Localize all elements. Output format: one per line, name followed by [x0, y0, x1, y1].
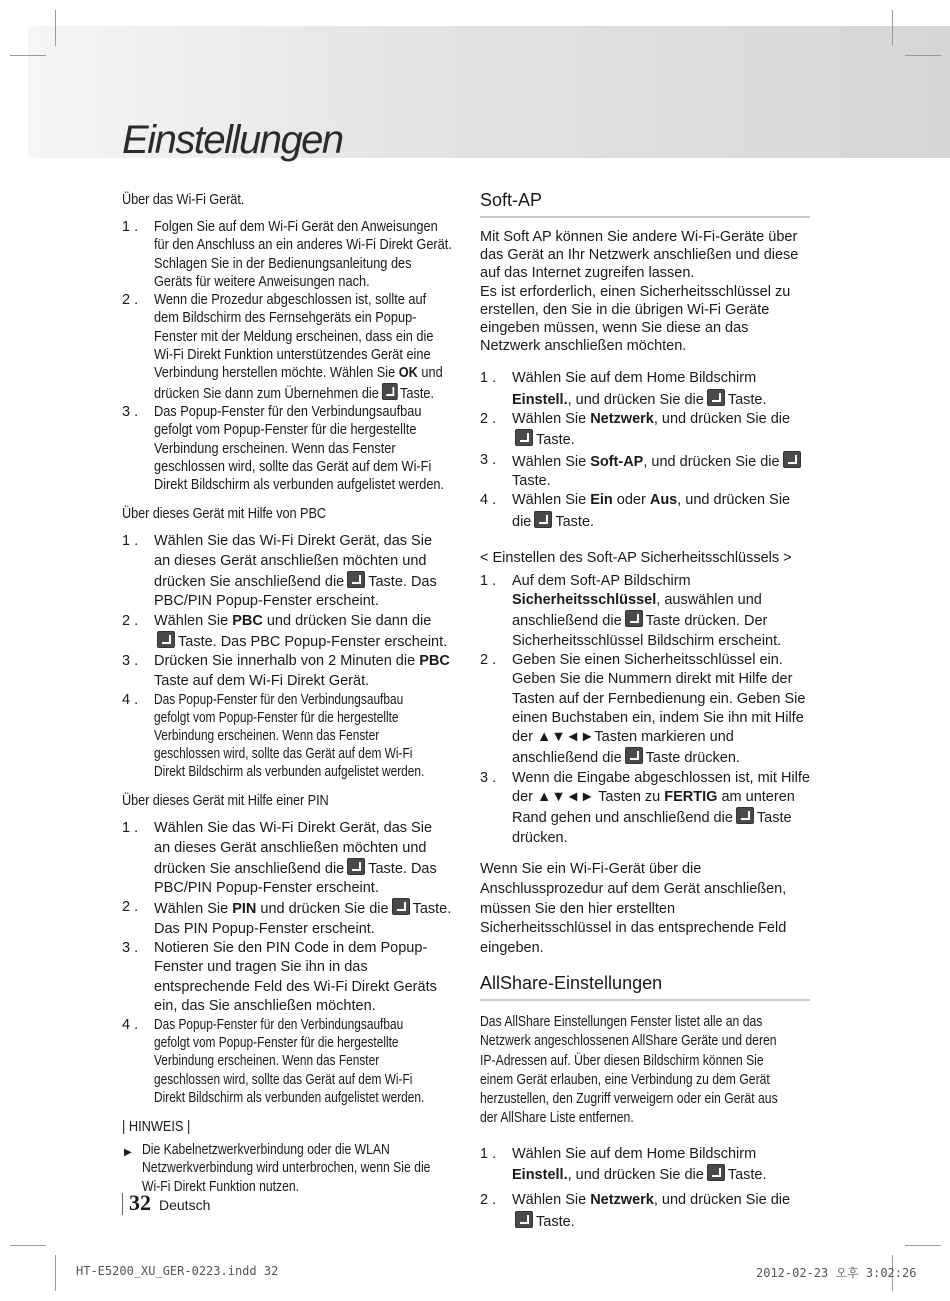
footer-language: Deutsch [159, 1197, 211, 1213]
enter-icon [515, 1211, 533, 1228]
triangle-bullet-icon: ▶ [124, 1146, 132, 1158]
allshare-heading: AllShare-Einstellungen [480, 973, 810, 1001]
pin-heading: Über dieses Gerät mit Hilfe einer PIN [122, 793, 329, 810]
wifi-device-heading: Über das Wi-Fi Gerät. [122, 192, 245, 208]
pin-steps-cont [122, 1016, 452, 1106]
enter-icon [783, 451, 801, 468]
crop-mark [10, 55, 46, 56]
page-footer [122, 1190, 210, 1216]
note-item: ▶ Die Kabelnetzwerkverbindung oder die WLAN Netzwerkverbindung wird unterbrochen, wenn Sie die Wi-Fi Direkt Funktion nutzen. [124, 1141, 431, 1195]
allshare-intro: Das AllShare Einstellungen Fenster listet alle an das Netzwerk angeschlossenen AllShare Geräte und deren IP-Adressen auf. Über diesen Bildschirm können Sie einem Gerät erlauben, eine Verbindung zu dem Gerät herzustellen, den Zugriff verweigern oder ein Gerät aus der AllShare Liste entfernen. [480, 1013, 778, 1127]
list-item: 2 . Wählen Sie PIN und drücken Sie die Taste. Das PIN Popup-Fenster erscheint. [122, 899, 452, 937]
list-item: 3 . Wenn die Eingabe abgeschlossen ist, mit Hilfe der ▲▼◄► Tasten zu FERTIG am unteren Rand gehen und anschließend die Taste drücken. [480, 769, 810, 846]
list-item: 3 . Drücken Sie innerhalb von 2 Minuten die PBC Taste auf dem Wi-Fi Direkt Gerät. [122, 653, 450, 689]
soft-ap-heading: Soft-AP [480, 190, 810, 218]
list-item: 4 . Das Popup-Fenster für den Verbindungsaufbau gefolgt vom Popup-Fenster für die hergestellte Verbindung erscheinen. Wenn das Fenster geschlossen wird, sollte das Gerät auf dem Wi-Fi Direkt Bildschirm als verbunden aufgelistet werden. [122, 1017, 425, 1106]
crop-mark [905, 1245, 941, 1246]
page-number: 32 [129, 1190, 151, 1215]
slug-date: 2012-02-23 오후 3:02:26 [756, 1266, 917, 1280]
security-key-heading: < Einstellen des Soft-AP Sicherheitsschlüssels > [480, 549, 792, 566]
list-item: 1 . Wählen Sie das Wi-Fi Direkt Gerät, das Sie an dieses Gerät anschließen möchten und drücken Sie anschließend die Taste. Das PBC/PIN Popup-Fenster erscheint. [122, 820, 437, 897]
enter-icon [392, 898, 410, 915]
list-item: 2 . Wählen Sie Netzwerk, und drücken Sie dieTaste. [480, 1192, 791, 1230]
list-item: 2 . Geben Sie einen Sicherheitsschlüssel ein. Geben Sie die Nummern direkt mit Hilfe der Tasten auf der Fernbedienung ein. Geben Sie einen Buchstaben ein, indem Sie ihn mit Hilfe der ▲▼◄►Tasten markieren und anschließend die Taste drücken. [480, 651, 806, 767]
pin-steps [122, 819, 452, 1016]
list-item: 2 . Wenn die Prozedur abgeschlossen ist, sollte auf dem Bildschirm des Fernsehgeräts ein Popup-Fenster mit der Meldung erscheinen, dass ein die Wi-Fi Direkt Funktion unterstützendes Gerät eine Verbindung herstellen möchte. Wählen Sie OK und drücken Sie dann zum Übernehmen die Taste. [122, 292, 443, 402]
slug-file: HT-E5200_XU_GER-0223.indd 32 [76, 1264, 279, 1278]
security-key-steps [480, 572, 810, 848]
security-key-outro: Wenn Sie ein Wi-Fi-Gerät über die Anschlussprozedur auf dem Gerät anschließen, müssen Sie den hier erstellten Sicherheitsschlüssel in das entsprechende Feld eingeben. [480, 860, 787, 957]
footer-divider [122, 1193, 123, 1215]
wifi-device-steps [122, 218, 452, 494]
list-item: 1 . Wählen Sie auf dem Home Bildschirm Einstell., und drücken Sie die Taste. [480, 1145, 767, 1184]
pbc-steps-cont [122, 691, 452, 781]
pbc-heading: Über dieses Gerät mit Hilfe von PBC [122, 506, 326, 523]
list-item: 3 . Notieren Sie den PIN Code in dem Popup-Fenster und tragen Sie ihn in das entsprechende Feld des Wi-Fi Direkt Geräts ein, das Sie anschließen möchten. [122, 940, 437, 1014]
crop-mark [10, 1245, 46, 1246]
list-item: 4 . Das Popup-Fenster für den Verbindungsaufbau gefolgt vom Popup-Fenster für die hergestellte Verbindung erscheinen. Wenn das Fenster geschlossen wird, sollte das Gerät auf dem Wi-Fi Direkt Bildschirm als verbunden aufgelistet werden. [122, 691, 425, 781]
enter-icon [534, 511, 552, 528]
note-heading: | HINWEIS | [122, 1118, 191, 1135]
enter-icon [157, 631, 175, 648]
soft-ap-steps [480, 369, 810, 531]
crop-mark [55, 10, 56, 46]
page-title: Einstellungen [122, 118, 343, 162]
enter-icon [625, 747, 643, 764]
enter-icon [347, 858, 365, 875]
enter-icon [515, 429, 533, 446]
left-column [122, 192, 452, 1196]
soft-ap-intro: Mit Soft AP können Sie andere Wi-Fi-Geräte über das Gerät an Ihr Netzwerk anschließen und diese auf das Internet zugreifen lassen. [480, 229, 799, 282]
enter-icon [625, 610, 643, 627]
list-item: 2 . Wählen Sie Netzwerk, und drücken Sie dieTaste. [480, 411, 791, 449]
list-item: 3 . Das Popup-Fenster für den Verbindungsaufbau gefolgt vom Popup-Fenster für die hergestellte Verbindung erscheinen. Wenn das Fenster geschlossen wird, sollte das Gerät auf dem Wi-Fi Direkt Bildschirm als verbunden aufgelistet werden. [122, 403, 445, 494]
enter-icon [736, 807, 754, 824]
enter-icon [707, 389, 725, 406]
list-item: 1 . Wählen Sie auf dem Home Bildschirm Einstell., und drücken Sie die Taste. [480, 370, 767, 408]
list-item: 1 . Wählen Sie das Wi-Fi Direkt Gerät, das Sie an dieses Gerät anschließen möchten und drücken Sie anschließend die Taste. Das PBC/PIN Popup-Fenster erscheint. [122, 533, 437, 610]
crop-mark [905, 55, 941, 56]
soft-ap-intro-2: Es ist erforderlich, einen Sicherheitsschlüssel zu erstellen, den Sie in die übrigen Wi-Fi Geräte eingeben müssen, wenn Sie diese an das Netzwerk anschließen möchten. [480, 283, 791, 355]
allshare-steps [480, 1145, 810, 1232]
list-item: 4 . Wählen Sie Ein oder Aus, und drücken Sie die Taste. [480, 492, 791, 530]
list-item: 2 . Wählen Sie PBC und drücken Sie dann dieTaste. Das PBC Popup-Fenster erscheint. [122, 612, 448, 650]
enter-icon [347, 571, 365, 588]
crop-mark [892, 10, 893, 46]
pbc-steps [122, 532, 452, 690]
list-item: 1 . Folgen Sie auf dem Wi-Fi Gerät den Anweisungen für den Anschluss an ein anderes Wi-Fi Direkt Gerät. Schlagen Sie in der Bedienungsanleitung des Geräts für weitere Anweisungen nach. [122, 219, 452, 290]
enter-icon [381, 383, 397, 400]
list-item: 3 . Wählen Sie Soft-AP, und drücken Sie dieTaste. [480, 451, 810, 492]
list-item: 1 . Auf dem Soft-AP Bildschirm Sicherheitsschlüssel, auswählen und anschließend die Taste drücken. Der Sicherheitsschlüssel Bildschirm erscheint. [480, 572, 782, 649]
crop-mark [55, 1255, 56, 1291]
right-column [480, 190, 810, 1244]
enter-icon [707, 1164, 725, 1181]
